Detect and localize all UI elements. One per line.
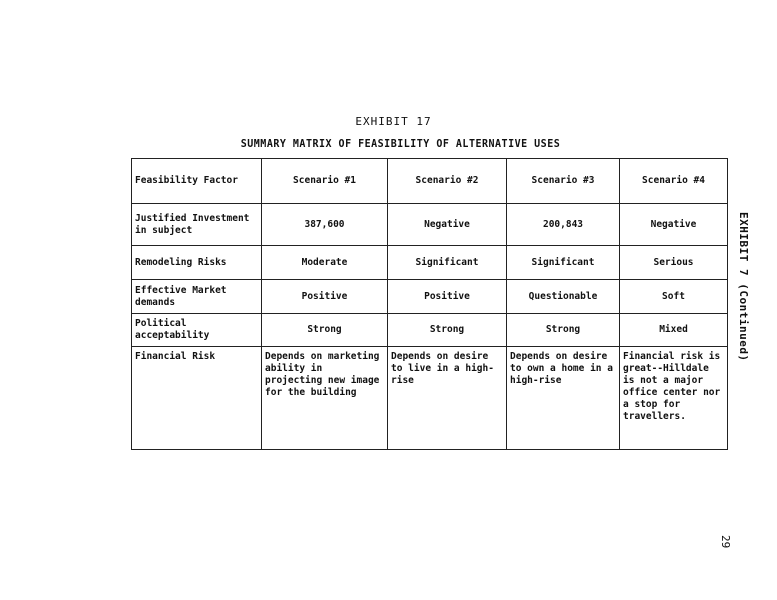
feasibility-matrix-table xyxy=(131,158,728,450)
cell-scenario-1: Moderate xyxy=(262,246,388,280)
row-factor-justified-investment: Justified Investment in subject xyxy=(132,204,262,246)
header-scenario-1: Scenario #1 xyxy=(262,159,388,204)
row-factor-effective-market-demands: Effective Market demands xyxy=(132,280,262,314)
cell-scenario-4: Serious xyxy=(620,246,728,280)
cell-scenario-1: Strong xyxy=(262,314,388,347)
row-factor-financial-risk: Financial Risk xyxy=(132,347,262,450)
cell-scenario-1: 387,600 xyxy=(262,204,388,246)
cell-scenario-3: Significant xyxy=(507,246,620,280)
cell-scenario-2: Significant xyxy=(388,246,507,280)
cell-scenario-4: Mixed xyxy=(620,314,728,347)
cell-scenario-3: 200,843 xyxy=(507,204,620,246)
cell-scenario-2: Negative xyxy=(388,204,507,246)
cell-scenario-3: Depends on desire to own a home in a high-rise xyxy=(507,347,620,450)
table-row xyxy=(132,246,728,280)
cell-scenario-2: Positive xyxy=(388,280,507,314)
cell-scenario-3: Questionable xyxy=(507,280,620,314)
page-number: 29 xyxy=(719,535,732,549)
header-scenario-2: Scenario #2 xyxy=(388,159,507,204)
row-factor-political-acceptability: Political acceptability xyxy=(132,314,262,347)
table-row xyxy=(132,314,728,347)
cell-scenario-2: Depends on desire to live in a high-rise xyxy=(388,347,507,450)
cell-scenario-3: Strong xyxy=(507,314,620,347)
header-scenario-4: Scenario #4 xyxy=(620,159,728,204)
header-scenario-3: Scenario #3 xyxy=(507,159,620,204)
exhibit-label: EXHIBIT 17 xyxy=(355,115,432,128)
table-header-row xyxy=(132,159,728,204)
matrix-title: SUMMARY MATRIX OF FEASIBILITY OF ALTERNATIVE USES xyxy=(240,138,561,151)
table-row xyxy=(132,347,728,450)
cell-scenario-4: Soft xyxy=(620,280,728,314)
cell-scenario-4: Financial risk is great--Hilldale is not a major office center nor a stop for travellers. xyxy=(620,347,728,450)
cell-scenario-2: Strong xyxy=(388,314,507,347)
side-exhibit-label-container xyxy=(730,212,755,362)
cell-scenario-1: Positive xyxy=(262,280,388,314)
header-feasibility-factor: Feasibility Factor xyxy=(132,159,262,204)
cell-scenario-4: Negative xyxy=(620,204,728,246)
row-factor-remodeling-risks: Remodeling Risks xyxy=(132,246,262,280)
page-number-container xyxy=(712,535,732,555)
table-row xyxy=(132,280,728,314)
table-row xyxy=(132,204,728,246)
side-exhibit-label: EXHIBIT 7 (Continued) xyxy=(737,212,750,362)
cell-scenario-1: Depends on marketing ability in projecting new image for the building xyxy=(262,347,388,450)
